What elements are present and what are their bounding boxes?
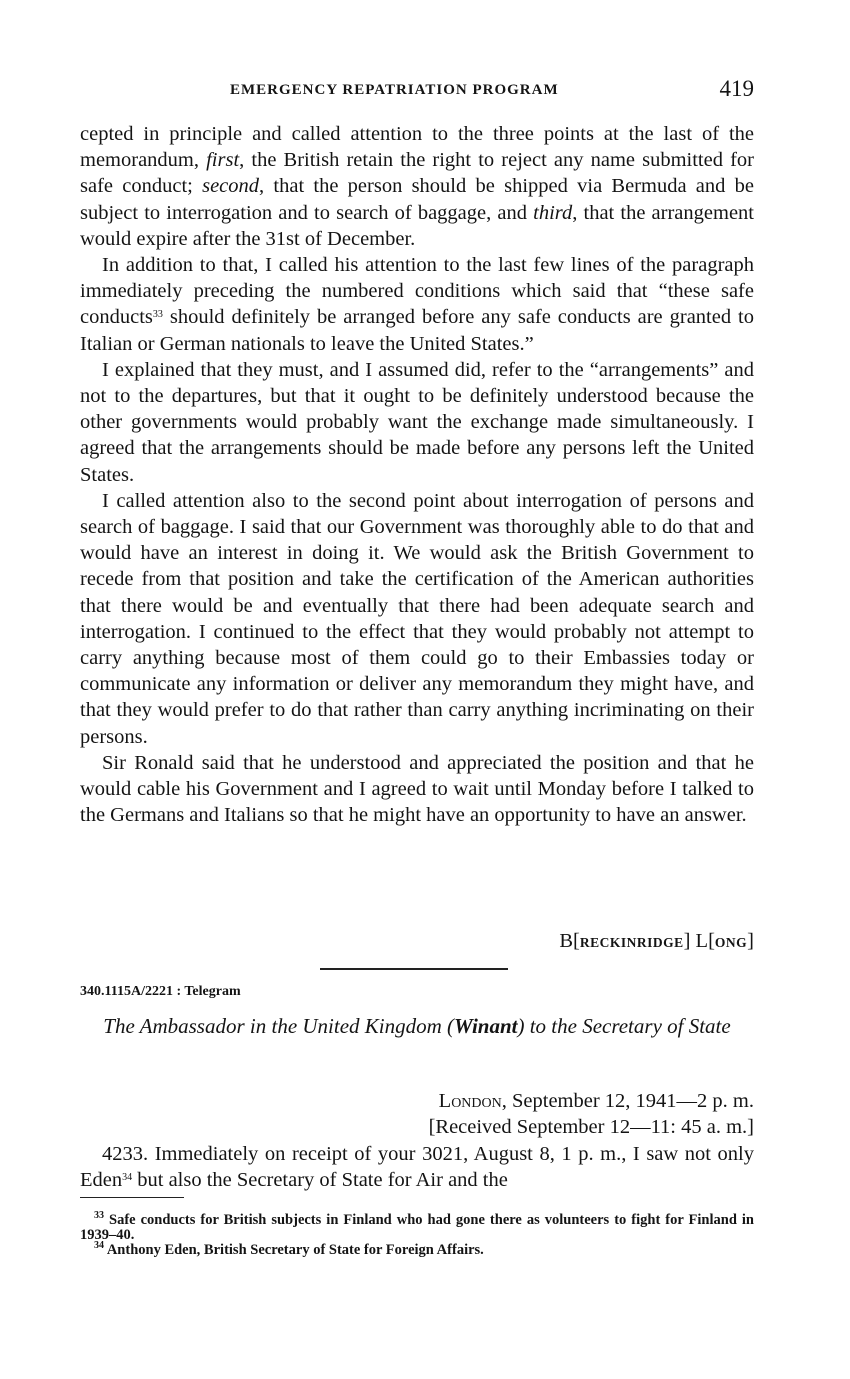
footnote-33: $^{33}$ Safe conducts for British subjects in Finland who had gone there as volunteers to fight for Finland in 1939–40. [80, 1210, 754, 1243]
emphasis-third: third [533, 201, 573, 224]
footnote-ref-34[interactable]: 34 [122, 1172, 133, 1184]
page-number: 419 [719, 76, 754, 101]
telegram-text [80, 1141, 754, 1193]
footnote-ref-33[interactable]: 33 [152, 309, 163, 321]
date-sent: London, September 12, 1941—2 p. m. [438, 1090, 754, 1112]
paragraph-4: I called attention also to the second point about interrogation of persons and search of baggage. I said that our Government was thoroughly able to do that and would have an interest in doing it. We would ask the British Government to recede from that position and take the certification of the American authorities that there would be and eventually that there had been adequate search and interrogation. I continued to the effect that they would probably not attempt to carry anything because most of them could go to their Embassies today or communicate any information or deliver any memorandum they might have, and that they would prefer to do that rather than carry anything incriminating on their persons. [80, 489, 754, 748]
emphasis-first: first [206, 149, 240, 172]
dateline [354, 1088, 754, 1140]
date-received: [Received September 12—11: 45 a. m.] [428, 1116, 754, 1138]
file-reference: 340.1115A/2221 : Telegram [80, 984, 241, 999]
footnote-34: $^{34}$ Anthony Eden, British Secretary of State for Foreign Affairs. [94, 1240, 484, 1258]
signature: B[RECKINRIDGE] L[ONG] [559, 930, 754, 952]
paragraph-1: cepted in principle and called attention to the three points at the last of the memorandum, first, the British retain the right to reject any name submitted for safe conduct; second, that the person should be shipped via Bermuda and be subject to interrogation and to search of baggage, and third, that the arrangement would expire after the 31st of December. [80, 123, 754, 250]
paragraph-2: In addition to that, I called his attention to the last few lines of the paragraph immediately preceding the numbered conditions which said that “these safe conducts$^{33}$ should definitely be arranged before any safe conducts are granted to Italian or German nationals to leave the United States.” [80, 254, 754, 355]
running-head: EMERGENCY REPATRIATION PROGRAM [230, 82, 559, 98]
document-title: The Ambassador in the United Kingdom (Winant) to the Secretary of State [103, 1014, 731, 1038]
footnotes [80, 1210, 754, 1258]
footnote-divider [80, 1197, 184, 1198]
body-text [80, 121, 754, 828]
paragraph-3: I explained that they must, and I assumed did, refer to the “arrangements” and not to the departures, but that it ought to be definitely understood because the other governments would probably want the exchange made simultaneously. I agreed that the arrangements should be made before any persons left the United States. [80, 358, 754, 486]
page-header [80, 76, 754, 106]
title-name: Winant [454, 1014, 518, 1038]
telegram-paragraph: 4233. Immediately on receipt of your 3021, August 8, 1 p. m., I saw not only Eden$^{34}$ but also the Secretary of State for Air and the [80, 1143, 754, 1192]
section-divider [320, 968, 508, 970]
paragraph-5: Sir Ronald said that he understood and appreciated the position and that he would cable his Government and I agreed to wait until Monday before I talked to the Germans and Italians so that he might have an opportunity to have an answer. [80, 751, 754, 827]
emphasis-second: second [202, 175, 260, 198]
